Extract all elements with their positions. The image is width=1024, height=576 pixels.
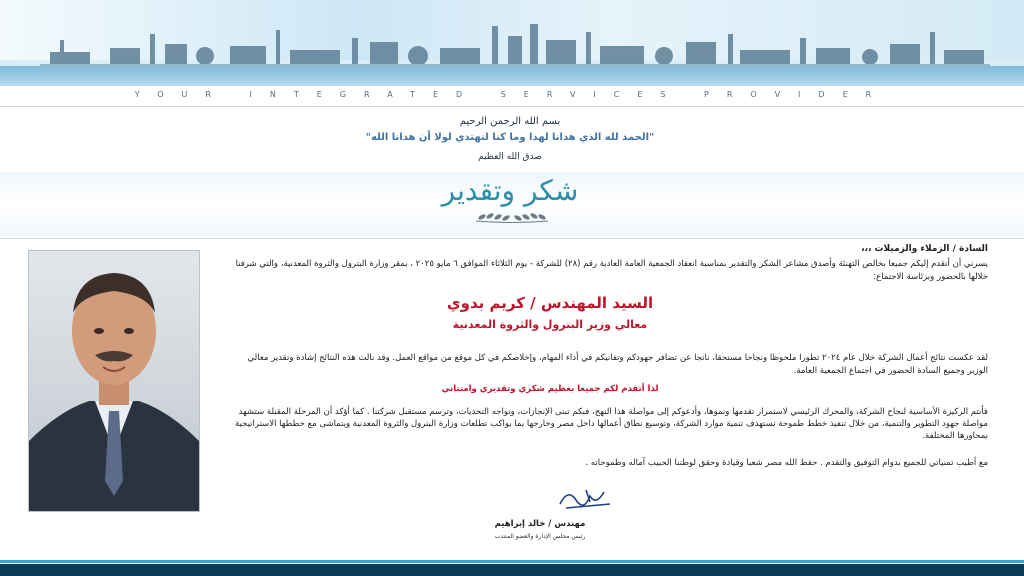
signatory-name: مهندس / خالد إبراهيم [494,519,586,529]
quran-verse: "الحمد لله الذي هدانا لهذا وما كنا لنهتدي لولا أن هدانا الله" [365,132,655,143]
signatory-title: رئيس مجلس الإدارة والعضو المنتدب [494,533,586,540]
basmala-line: بسم الله الرحمن الرحيم [459,116,561,127]
portrait-photo [28,250,200,512]
laurel-ornament-icon [472,210,552,224]
refinery-skyline-image [40,20,990,72]
page-title: شكر وتقدير [441,174,579,207]
paragraph-future: فأنتم الركيزة الأساسية لنجاح الشركة، والمحرك الرئيسي لاستمرار تقدمها ونموها، وأدعوكم إلى مواصلة هذا النهج، فبكم تبنى الإنجازات، وتواجه التحديات، وترسم مستقبل شركتنا . كما أؤكد أن المرحلة المقبلة ستشهد مواصلة جهود التطوير والتنمية، من خلال تنفيذ خطط طموحة تستهدف تنمية موارد الشركة، وتوسيع نطاق أعمالها داخل مصر وخارجها بما يواكب تطلعات وزارة البترول والثروة المعدنية ويتماشى مع خططها الاستراتيجية بمحاورها المختلفة. [234,407,988,441]
thanks-line: لذا أتقدم لكم جميعا بعظيم شكري وتقديري وامتناني [441,384,659,394]
divider [0,106,1024,107]
sadaq-line: صدق الله العظيم [478,152,542,162]
portrait-illustration [29,251,199,511]
footer-bar [0,564,1024,576]
paragraph-intro: يسرني أن أتقدم إليكم جميعا بخالص التهنئة وأصدق مشاعر الشكر والتقدير بمناسبة انعقاد الجمعية العامة العادية رقم (٢٨) للشركة - يوم الثلاثاء الموافق ٦ مايو ٢٠٢٥ ، بمقر وزارة البترول والثروة المعدنية، والتي شرفنا خلالها بالحضور وبرئاسة الاجتماع: [235,259,988,282]
handwritten-signature [556,484,616,512]
honoree-name: السيد المهندس / كريم بدوي [446,294,654,312]
closing-line: مع أطيب تمنياتي للجميع بدوام التوفيق والتقدم . حفظ الله مصر شعبا وقيادة وحقق لوطننا الحبيب آماله وطموحاته . [585,458,988,468]
company-slogan: YOUR INTEGRATED SERVICES PROVIDER [134,90,890,99]
honoree-title: معالي وزير البترول والثروة المعدنية [452,318,648,331]
salutation: السادة / الزملاء والزميلات ،،، [861,244,988,254]
footer-accent-line [0,560,1024,563]
header-banner [0,0,1024,86]
paragraph-results: لقد عكست نتائج أعمال الشركة خلال عام ٢٠٢٤ تطورا ملحوظا ونجاحا مستحقا، ناتجا عن تضافر جهودكم وتفانيكم في أداء المهام، وإخلاصكم في كل موقع من مواقع العمل. وقد نالت هذه النتائج إشادة وتقدير معالي الوزير وجميع السادة الحضور في اجتماع الجمعية العامة. [247,353,988,376]
divider [0,238,1024,239]
